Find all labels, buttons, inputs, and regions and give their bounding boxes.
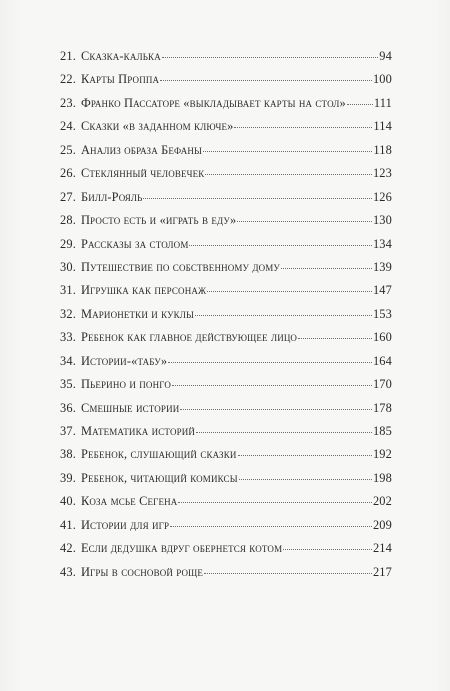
entry-number: 29.: [60, 236, 76, 251]
entry-page-number: 139: [372, 259, 392, 274]
entry-title: Математика историй: [80, 424, 196, 438]
toc-entry: [60, 541, 392, 564]
entry-page-number: 111: [373, 95, 392, 110]
dot-leader: [238, 454, 372, 456]
entry-number: 32.: [60, 306, 76, 321]
toc-entry: [60, 213, 392, 236]
dot-leader: [189, 244, 371, 246]
entry-title: Игрушка как персонаж: [80, 283, 207, 298]
entry-title: Истории для игр: [80, 517, 170, 532]
table-of-contents: [60, 49, 392, 588]
entry-title: Пьерино и понго: [80, 377, 171, 392]
entry-page-number: 160: [372, 330, 392, 345]
dot-leader: [237, 220, 372, 222]
entry-title: Игры в сосновой роще: [80, 564, 204, 579]
entry-number: 42.: [60, 541, 76, 556]
dot-leader: [168, 361, 372, 363]
dot-leader: [207, 290, 372, 292]
entry-number: 40.: [60, 494, 76, 509]
entry-page-number: 118: [373, 142, 392, 157]
entry-title: Смешные истории: [80, 400, 180, 415]
entry-page-number: 202: [372, 494, 392, 509]
entry-number: 24.: [60, 119, 76, 134]
dot-leader: [298, 337, 372, 339]
entry-page-number: 217: [372, 564, 392, 579]
entry-title: Ребенок, читающий комиксы: [80, 470, 238, 485]
toc-entry: [60, 283, 392, 306]
entry-number: 38.: [60, 447, 76, 462]
entry-page-number: 130: [372, 213, 392, 228]
entry-title: Сказка-калька: [80, 49, 161, 63]
entry-page-number: 214: [372, 541, 392, 556]
entry-title: Ребенок как главное действующее лицо: [80, 330, 298, 345]
dot-leader: [180, 408, 372, 410]
entry-title: Истории-«табу»: [80, 353, 168, 368]
toc-entry: [60, 49, 392, 72]
toc-entry: [60, 354, 392, 377]
entry-number: 35.: [60, 377, 76, 392]
dot-leader: [205, 173, 372, 175]
entry-number: 36.: [60, 400, 76, 415]
dot-leader: [160, 79, 372, 81]
entry-page-number: 134: [372, 236, 392, 251]
toc-entry: [60, 96, 392, 119]
entry-title: Ребенок, слушающий сказки: [80, 447, 237, 462]
entry-title: Сказки «в заданном ключе»: [80, 119, 234, 134]
entry-number: 37.: [60, 424, 76, 438]
toc-entry: [60, 166, 392, 189]
toc-entry: [60, 307, 392, 330]
toc-entry: [60, 565, 392, 588]
toc-entry: [60, 119, 392, 142]
toc-entry: [60, 143, 392, 166]
entry-page-number: 147: [372, 283, 392, 298]
dot-leader: [203, 150, 372, 152]
toc-entry: [60, 72, 392, 95]
entry-number: 26.: [60, 166, 76, 181]
entry-number: 41.: [60, 517, 76, 532]
entry-title: Франко Пассаторе «выкладывает карты на стол»: [80, 95, 346, 110]
entry-page-number: 114: [373, 119, 392, 134]
dot-leader: [195, 314, 372, 316]
entry-page-number: 178: [372, 400, 392, 415]
entry-page-number: 192: [372, 447, 392, 462]
entry-number: 33.: [60, 330, 76, 345]
dot-leader: [234, 126, 372, 128]
dot-leader: [347, 103, 373, 105]
entry-title: Анализ образа Бефаны: [80, 142, 203, 157]
toc-entry: [60, 260, 392, 283]
entry-title: Рассказы за столом: [80, 236, 189, 251]
entry-number: 22.: [60, 72, 76, 87]
entry-number: 43.: [60, 564, 76, 579]
entry-title: Путешествие по собственному дому: [80, 259, 280, 274]
entry-title: Коза мсье Сегена: [80, 494, 178, 509]
entry-page-number: 94: [379, 49, 392, 63]
entry-number: 27.: [60, 189, 76, 204]
toc-entry: [60, 190, 392, 213]
entry-page-number: 185: [372, 424, 392, 438]
dot-leader: [239, 478, 372, 480]
entry-page-number: 209: [372, 517, 392, 532]
entry-page-number: 100: [372, 72, 392, 87]
dot-leader: [162, 56, 378, 58]
entry-page-number: 164: [372, 353, 392, 368]
entry-title: Если дедушка вдруг обернется котом: [80, 541, 283, 556]
entry-number: 28.: [60, 213, 76, 228]
dot-leader: [178, 501, 371, 503]
toc-entry: [60, 330, 392, 353]
dot-leader: [172, 384, 372, 386]
toc-entry: [60, 471, 392, 494]
entry-number: 23.: [60, 95, 76, 110]
dot-leader: [281, 267, 372, 269]
toc-entry: [60, 424, 392, 447]
dot-leader: [283, 548, 372, 550]
toc-entry: [60, 518, 392, 541]
entry-page-number: 170: [372, 377, 392, 392]
entry-title: Марионетки и куклы: [80, 306, 195, 321]
entry-title: Стеклянный человечек: [80, 166, 205, 181]
dot-leader: [170, 525, 372, 527]
toc-entry: [60, 377, 392, 400]
dot-leader: [143, 197, 372, 199]
entry-number: 25.: [60, 142, 76, 157]
toc-entry: [60, 447, 392, 470]
entry-number: 31.: [60, 283, 76, 298]
entry-page-number: 126: [372, 189, 392, 204]
entry-number: 34.: [60, 353, 76, 368]
entry-number: 30.: [60, 259, 76, 274]
dot-leader: [204, 572, 372, 574]
entry-page-number: 123: [372, 166, 392, 181]
toc-entry: [60, 401, 392, 424]
entry-title: Карты Проппа: [80, 72, 160, 87]
toc-entry: [60, 237, 392, 260]
entry-number: 21.: [60, 49, 76, 63]
entry-page-number: 198: [372, 470, 392, 485]
entry-number: 39.: [60, 470, 76, 485]
entry-title: Просто есть и «играть в еду»: [80, 213, 237, 228]
toc-entry: [60, 494, 392, 517]
entry-page-number: 153: [372, 306, 392, 321]
entry-title: Билл-Рояль: [80, 189, 143, 204]
dot-leader: [196, 431, 372, 433]
